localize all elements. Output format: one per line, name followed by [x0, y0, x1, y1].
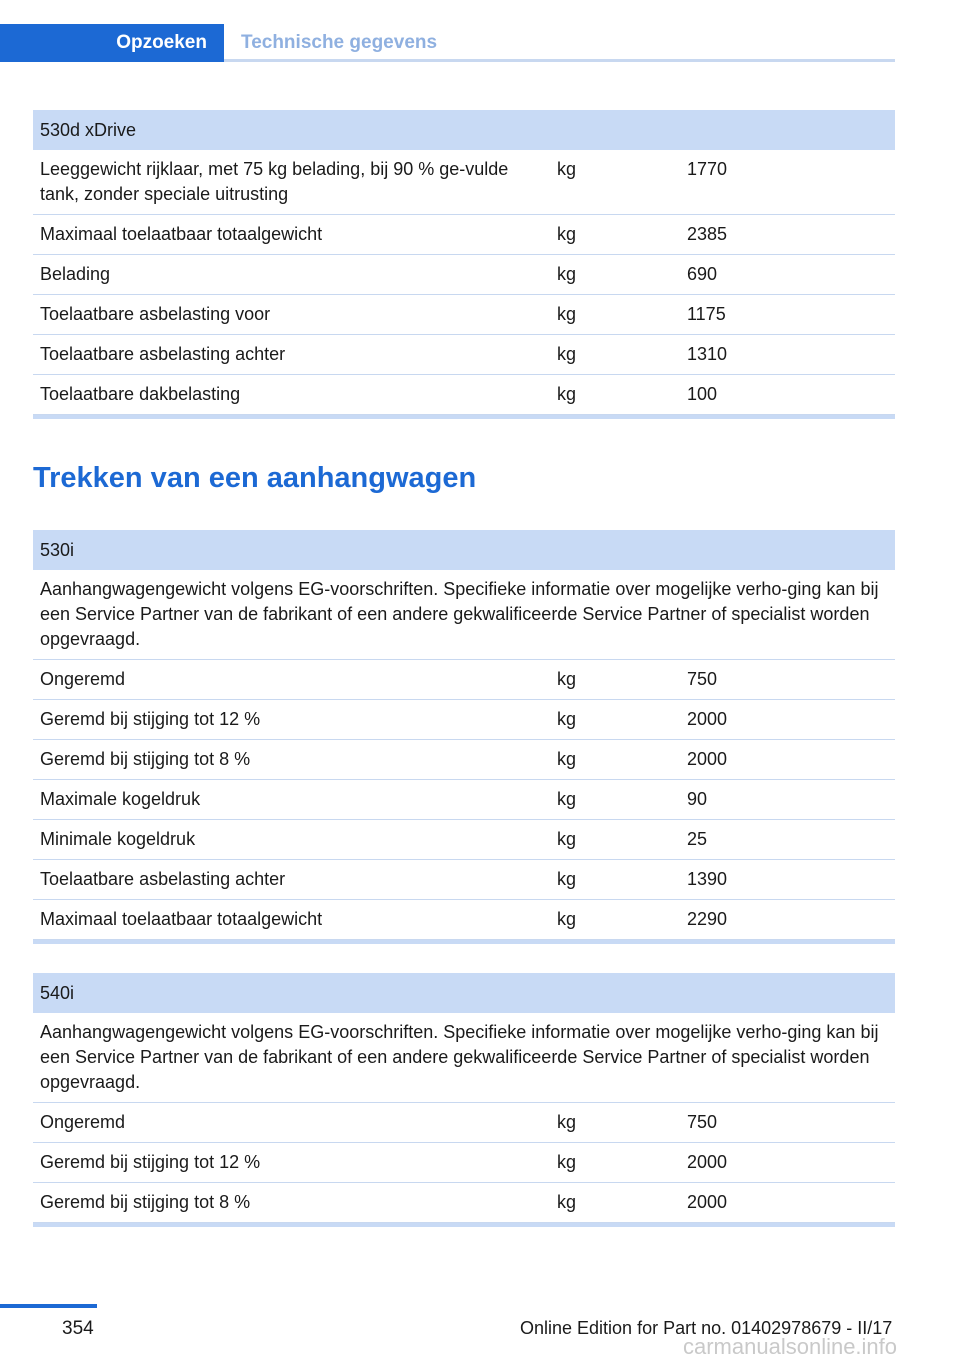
row-label: Belading [40, 264, 111, 284]
row-unit: kg [557, 709, 577, 729]
row-unit: kg [557, 869, 577, 889]
table-note-row [33, 570, 895, 660]
table-note: Aanhangwagengewicht volgens EG-voorschriften. Specifieke informatie over mogelijke verho-ging kan bij een Service Partner van de fabrikant of een andere gekwalificeerde Service Partner of specialist worden opgevraagd. [40, 579, 879, 649]
row-unit: kg [557, 829, 577, 849]
row-unit: kg [557, 909, 577, 929]
row-unit: kg [557, 789, 577, 809]
table-row [33, 740, 895, 780]
table-note: Aanhangwagengewicht volgens EG-voorschriften. Specifieke informatie over mogelijke verho-ging kan bij een Service Partner van de fabrikant of een andere gekwalificeerde Service Partner of specialist worden opgevraagd. [40, 1022, 879, 1092]
row-value: 1770 [687, 159, 728, 179]
row-value: 1310 [687, 344, 728, 364]
table-row [33, 700, 895, 740]
row-value: 2290 [687, 909, 728, 929]
table-row [33, 215, 895, 255]
row-label: Toelaatbare dakbelasting [40, 384, 241, 404]
row-unit: kg [557, 749, 577, 769]
table-row [33, 1103, 895, 1143]
row-label: Geremd bij stijging tot 12 % [40, 1152, 261, 1172]
edition-footer: Online Edition for Part no. 01402978679 - II/17 [520, 1318, 893, 1338]
row-unit: kg [557, 1112, 577, 1132]
row-value: 90 [687, 789, 708, 809]
row-label: Toelaatbare asbelasting achter [40, 344, 286, 364]
table-540i [33, 973, 895, 1227]
page-number: 354 [62, 1318, 94, 1339]
table-row [33, 335, 895, 375]
row-unit: kg [557, 669, 577, 689]
row-label: Maximale kogeldruk [40, 789, 201, 809]
row-unit: kg [557, 264, 577, 284]
row-value: 100 [687, 384, 718, 404]
table-row [33, 255, 895, 295]
row-label: Ongeremd [40, 1112, 126, 1132]
table-row [33, 375, 895, 415]
row-unit: kg [557, 1152, 577, 1172]
row-unit: kg [557, 159, 577, 179]
table-title: 530i [33, 530, 895, 570]
row-unit: kg [557, 224, 577, 244]
table-row [33, 820, 895, 860]
table-row [33, 1143, 895, 1183]
row-label: Geremd bij stijging tot 8 % [40, 1192, 251, 1212]
row-unit: kg [557, 1192, 577, 1212]
row-label: Geremd bij stijging tot 8 % [40, 749, 251, 769]
row-label: Leeggewicht rijklaar, met 75 kg belading, bij 90 % ge-vulde tank, zonder speciale uitrusting [40, 159, 509, 204]
row-value: 2000 [687, 749, 728, 769]
top-navigation [0, 24, 895, 62]
table-row [33, 860, 895, 900]
row-label: Toelaatbare asbelasting voor [40, 304, 271, 324]
row-value: 750 [687, 669, 718, 689]
table-title: 540i [33, 973, 895, 1013]
row-label: Maximaal toelaatbaar totaalgewicht [40, 909, 323, 929]
row-label: Ongeremd [40, 669, 126, 689]
row-value: 750 [687, 1112, 718, 1132]
table-title: 530d xDrive [33, 110, 895, 150]
row-label: Maximaal toelaatbaar totaalgewicht [40, 224, 323, 244]
row-label: Toelaatbare asbelasting achter [40, 869, 286, 889]
row-label: Minimale kogeldruk [40, 829, 196, 849]
row-label: Geremd bij stijging tot 12 % [40, 709, 261, 729]
table-530i [33, 530, 895, 944]
row-unit: kg [557, 304, 577, 324]
table-row [33, 900, 895, 940]
table-row [33, 150, 895, 215]
row-value: 1390 [687, 869, 728, 889]
row-value: 25 [687, 829, 708, 849]
table-note-row [33, 1013, 895, 1103]
row-value: 690 [687, 264, 718, 284]
table-row [33, 780, 895, 820]
table-row [33, 295, 895, 335]
row-unit: kg [557, 384, 577, 404]
row-unit: kg [557, 344, 577, 364]
tab-underline [224, 59, 895, 62]
page-number-bar [0, 1304, 97, 1308]
row-value: 2000 [687, 1192, 728, 1212]
table-row [33, 660, 895, 700]
tab-technische-gegevens[interactable]: Technische gegevens [241, 32, 438, 53]
watermark: carmanualsonline.info [683, 1334, 898, 1359]
section-heading: Trekken van een aanhangwagen [33, 462, 477, 494]
row-value: 2000 [687, 709, 728, 729]
row-value: 2000 [687, 1152, 728, 1172]
row-value: 1175 [687, 304, 726, 324]
row-value: 2385 [687, 224, 728, 244]
tab-opzoeken[interactable]: Opzoeken [0, 24, 224, 62]
table-row [33, 1183, 895, 1223]
table-530d-xdrive [33, 110, 895, 419]
